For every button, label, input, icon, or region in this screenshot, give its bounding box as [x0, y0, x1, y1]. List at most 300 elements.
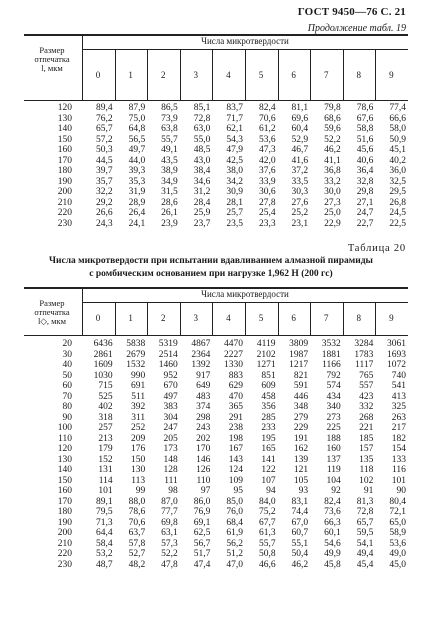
table-20-group-header: Числа микротвердости	[201, 289, 289, 299]
column-header: 6	[291, 313, 296, 323]
column-divider	[375, 49, 376, 100]
table-cell: 24,5	[389, 208, 406, 218]
table-cell: 86,5	[161, 103, 178, 113]
column-header: 2	[160, 70, 166, 80]
table-cell: 80,4	[389, 496, 406, 507]
table-cell: 38,0	[226, 166, 243, 176]
table-cell: 79,8	[324, 103, 341, 113]
table-20-stub-header	[24, 299, 80, 326]
table-cell: 30,6	[258, 187, 276, 197]
table-cell: 22,7	[356, 218, 374, 229]
table-cell: 191	[293, 433, 309, 444]
column-divider	[180, 302, 181, 335]
table-cell: 99	[135, 486, 146, 496]
table-row	[24, 434, 408, 445]
table-cell: 59,6	[324, 124, 341, 134]
table-cell: 31,5	[161, 187, 178, 197]
table-cell: 54,3	[226, 134, 243, 145]
table-cell: 1693	[386, 349, 406, 360]
row-label: 120	[57, 444, 72, 454]
table-cell: 92	[331, 486, 341, 496]
table-cell: 23,7	[193, 218, 211, 229]
table-cell: 285	[261, 412, 276, 423]
row-label: 70	[62, 391, 72, 402]
table-cell: 60,4	[291, 124, 309, 134]
table-cell: 87,0	[161, 496, 178, 507]
table-cell: 2861	[93, 349, 113, 360]
table-cell: 332	[359, 402, 374, 412]
table-19-stub-header	[24, 46, 80, 73]
column-header: 3	[193, 70, 199, 80]
table-cell: 81,1	[291, 103, 309, 113]
row-label: 170	[57, 496, 72, 507]
table-cell: 130	[130, 465, 146, 475]
table-cell: 28,6	[161, 197, 178, 208]
table-cell: 4867	[191, 339, 211, 349]
table-cell: 40,2	[389, 155, 406, 166]
table-cell: 101	[98, 486, 113, 496]
table-row	[24, 455, 408, 466]
table-row	[24, 528, 408, 539]
table-cell: 66,3	[324, 517, 341, 528]
table-cell: 63,7	[128, 528, 146, 538]
table-cell: 36,4	[356, 166, 374, 176]
table-cell: 24,1	[128, 218, 146, 229]
table-cell: 392	[130, 402, 146, 412]
table-cell: 57,8	[128, 538, 146, 549]
column-header: 5	[258, 70, 264, 80]
row-label: 180	[57, 507, 72, 517]
table-cell: 29,2	[95, 197, 113, 208]
table-cell: 198	[228, 433, 243, 444]
table-cell: 89,4	[95, 103, 113, 113]
table-cell: 45,4	[356, 559, 374, 570]
column-header: 5	[258, 313, 264, 323]
table-cell: 413	[391, 391, 406, 402]
column-header: 6	[291, 70, 296, 80]
table-cell: 51,7	[193, 549, 211, 559]
column-header: 8	[356, 313, 362, 323]
table-cell: 470	[228, 391, 243, 402]
table-cell: 95	[233, 486, 243, 496]
table-cell: 77,4	[389, 103, 406, 113]
table-cell: 202	[196, 433, 211, 444]
table-cell: 57,3	[161, 538, 178, 549]
table-cell: 173	[163, 444, 178, 454]
table-row	[24, 560, 408, 571]
table-continuation-label: Продолжение табл. 19	[307, 23, 406, 34]
table-cell: 124	[228, 465, 243, 475]
table-cell: 29,8	[356, 187, 374, 197]
column-header: 9	[389, 70, 394, 80]
table-cell: 1392	[191, 360, 211, 370]
table-row	[24, 444, 408, 455]
table-cell: 383	[163, 402, 178, 412]
table-cell: 574	[326, 381, 341, 391]
table-cell: 89,1	[95, 496, 113, 507]
table-cell: 58,9	[389, 528, 406, 538]
table-cell: 85,0	[226, 496, 243, 507]
table-cell: 1330	[223, 360, 243, 370]
table-cell: 917	[196, 370, 211, 381]
table-cell: 5319	[158, 339, 178, 349]
table-cell: 165	[261, 444, 276, 454]
table-cell: 57,2	[95, 134, 113, 145]
table-cell: 70,6	[258, 113, 276, 124]
table-cell: 82,4	[258, 103, 276, 113]
table-cell: 67,6	[356, 113, 374, 124]
table-cell: 67,0	[291, 517, 309, 528]
table-cell: 188	[326, 433, 341, 444]
table-cell: 68,6	[324, 113, 341, 124]
table-cell: 46,7	[291, 145, 309, 155]
table-cell: 23,1	[291, 218, 309, 229]
table-cell: 268	[359, 412, 374, 423]
table-cell: 86,0	[193, 496, 211, 507]
row-label: 130	[57, 113, 72, 124]
table-cell: 32,5	[389, 176, 406, 187]
table-cell: 43,0	[193, 155, 211, 166]
table-20-label: Таблица 20	[347, 243, 406, 254]
table-cell: 1532	[126, 360, 146, 370]
table-cell: 60,7	[291, 528, 309, 538]
table-cell: 69,8	[161, 517, 178, 528]
column-divider	[343, 49, 344, 100]
row-label: 150	[57, 475, 72, 486]
table-row	[24, 423, 408, 434]
table-cell: 64,4	[95, 528, 113, 538]
table-cell: 1030	[93, 370, 113, 381]
table-cell: 3284	[354, 339, 374, 349]
table-row	[24, 539, 408, 550]
table-cell: 61,3	[258, 528, 276, 538]
column-header: 9	[389, 313, 394, 323]
table-row	[24, 103, 408, 114]
table-cell: 52,2	[161, 549, 178, 559]
table-cell: 765	[359, 370, 374, 381]
table-cell: 114	[98, 475, 113, 486]
table-row	[24, 198, 408, 209]
table-cell: 53,6	[389, 538, 406, 549]
table-cell: 37,2	[291, 166, 309, 176]
table-cell: 27,8	[258, 197, 276, 208]
row-label: 50	[62, 370, 72, 381]
row-label: 30	[62, 349, 72, 360]
table-cell: 1271	[256, 360, 276, 370]
table-cell: 85,1	[193, 103, 211, 113]
table-cell: 63,8	[161, 124, 178, 134]
table-cell: 182	[391, 433, 406, 444]
table-cell: 170	[196, 444, 211, 454]
table-cell: 128	[163, 465, 178, 475]
table-cell: 121	[293, 465, 309, 475]
table-cell: 3061	[386, 339, 406, 349]
table-cell: 41,1	[324, 155, 341, 166]
table-cell: 176	[130, 444, 146, 454]
row-label: 210	[57, 197, 72, 208]
table-cell: 195	[261, 433, 276, 444]
table-cell: 883	[228, 370, 243, 381]
table-cell: 34,2	[226, 176, 243, 187]
row-label: 220	[57, 208, 72, 218]
table-cell: 35,3	[128, 176, 146, 187]
table-cell: 45,6	[356, 145, 374, 155]
table-cell: 629	[228, 381, 243, 391]
table-row	[24, 413, 408, 424]
table-cell: 122	[261, 465, 276, 475]
table-cell: 2227	[223, 349, 243, 360]
column-divider	[212, 302, 213, 335]
stub-header-line: l◇, мкм	[37, 316, 67, 326]
table-cell: 74,4	[291, 507, 309, 517]
table-cell: 66,6	[389, 113, 406, 124]
table-cell: 39,3	[128, 166, 146, 176]
table-cell: 2102	[256, 349, 276, 360]
table-cell: 33,5	[291, 176, 309, 187]
table-row	[24, 114, 408, 125]
table-cell: 69,6	[291, 113, 309, 124]
row-label: 210	[57, 538, 72, 549]
table-19-header-bottom-rule	[24, 100, 408, 101]
row-label: 180	[57, 166, 72, 176]
table-cell: 46,6	[258, 559, 276, 570]
table-row	[24, 360, 408, 371]
table-row	[24, 187, 408, 198]
row-label: 220	[57, 549, 72, 559]
table-cell: 24,3	[95, 218, 113, 229]
table-cell: 26,6	[95, 208, 113, 218]
stub-header-line: отпечатка	[34, 54, 70, 64]
table-cell: 27,3	[324, 197, 341, 208]
table-row	[24, 135, 408, 146]
table-cell: 63,0	[193, 124, 211, 134]
table-cell: 291	[228, 412, 243, 423]
table-cell: 160	[326, 444, 341, 454]
table-cell: 42,0	[258, 155, 276, 166]
table-row	[24, 507, 408, 518]
table-cell: 257	[98, 423, 113, 433]
table-cell: 52,2	[324, 134, 341, 145]
table-cell: 94	[266, 486, 276, 496]
table-cell: 46,2	[324, 145, 341, 155]
table-cell: 56,7	[193, 538, 211, 549]
table-cell: 139	[293, 454, 309, 465]
table-20-caption-line-2: с ромбическим основанием при нагрузке 1,962 Н (200 гс)	[89, 269, 333, 279]
table-cell: 98	[168, 486, 178, 496]
column-header: 3	[193, 313, 199, 323]
table-cell: 821	[293, 370, 309, 381]
table-row	[24, 156, 408, 167]
table-cell: 1166	[322, 360, 341, 370]
table-cell: 1072	[386, 360, 406, 370]
column-header: 4	[226, 313, 231, 323]
table-cell: 298	[196, 412, 211, 423]
column-header: 1	[128, 313, 133, 323]
table-cell: 84,0	[258, 496, 276, 507]
row-label: 110	[58, 433, 72, 444]
table-cell: 78,6	[128, 507, 146, 517]
table-cell: 2364	[191, 349, 211, 360]
column-header: 0	[95, 313, 101, 323]
table-20-body	[24, 339, 408, 570]
table-cell: 53,2	[95, 549, 113, 559]
table-cell: 23,3	[258, 218, 276, 229]
row-label: 230	[57, 559, 72, 570]
table-cell: 75,2	[258, 507, 276, 517]
table-cell: 146	[196, 454, 211, 465]
table-cell: 71,3	[95, 517, 113, 528]
table-cell: 61,9	[226, 528, 243, 538]
table-cell: 49,9	[324, 549, 341, 559]
table-cell: 83,1	[291, 496, 309, 507]
table-cell: 97	[200, 486, 211, 496]
table-cell: 1117	[355, 360, 374, 370]
table-cell: 119	[326, 465, 341, 475]
table-row	[24, 518, 408, 529]
row-label: 90	[62, 412, 72, 423]
table-cell: 43,5	[161, 155, 178, 166]
table-row	[24, 392, 408, 403]
table-cell: 68,4	[226, 517, 243, 528]
row-label: 170	[57, 155, 72, 166]
column-divider	[180, 49, 181, 100]
column-divider	[245, 302, 246, 335]
table-cell: 54,6	[324, 538, 341, 549]
table-cell: 4470	[223, 339, 243, 349]
row-label: 200	[57, 187, 72, 197]
table-cell: 446	[293, 391, 309, 402]
table-cell: 72,1	[389, 507, 406, 517]
row-label: 160	[57, 486, 72, 496]
table-cell: 111	[164, 475, 178, 486]
table-row	[24, 177, 408, 188]
row-label: 150	[57, 134, 72, 145]
table-cell: 135	[359, 454, 374, 465]
table-cell: 229	[293, 423, 309, 433]
table-cell: 243	[196, 423, 211, 433]
table-cell: 209	[130, 433, 146, 444]
table-cell: 55,0	[193, 134, 211, 145]
table-cell: 109	[228, 475, 243, 486]
table-20	[24, 287, 408, 617]
table-cell: 279	[293, 412, 309, 423]
table-cell: 167	[228, 444, 243, 454]
table-cell: 47,0	[226, 559, 243, 570]
table-cell: 102	[359, 475, 374, 486]
table-cell: 238	[228, 423, 243, 433]
table-cell: 50,8	[258, 549, 276, 559]
table-cell: 62,1	[226, 124, 243, 134]
table-cell: 101	[391, 475, 406, 486]
column-divider	[278, 49, 279, 100]
table-cell: 73,9	[161, 113, 178, 124]
table-cell: 152	[98, 454, 113, 465]
table-cell: 27,6	[291, 197, 309, 208]
column-divider	[147, 302, 148, 335]
table-cell: 1460	[158, 360, 178, 370]
table-cell: 50,9	[389, 134, 406, 145]
column-divider	[147, 49, 148, 100]
table-cell: 740	[391, 370, 406, 381]
table-cell: 46,2	[291, 559, 309, 570]
table-cell: 72,8	[356, 507, 374, 517]
table-cell: 33,9	[258, 176, 276, 187]
table-cell: 73,6	[324, 507, 341, 517]
table-cell: 273	[326, 412, 341, 423]
table-cell: 205	[163, 433, 178, 444]
table-cell: 36,0	[389, 166, 406, 176]
table-cell: 56,5	[128, 134, 146, 145]
table-cell: 356	[261, 402, 276, 412]
table-cell: 90	[396, 486, 406, 496]
table-cell: 70,6	[128, 517, 146, 528]
table-cell: 4119	[256, 339, 276, 349]
table-cell: 525	[98, 391, 113, 402]
table-row	[24, 339, 408, 350]
row-label: 230	[57, 218, 72, 229]
table-cell: 77,7	[161, 507, 178, 517]
table-cell: 105	[293, 475, 309, 486]
row-label: 40	[62, 360, 72, 370]
table-cell: 374	[196, 402, 211, 412]
table-cell: 76,2	[95, 113, 113, 124]
table-cell: 42,5	[226, 155, 243, 166]
table-cell: 40,6	[356, 155, 374, 166]
table-row	[24, 124, 408, 135]
column-header: 7	[323, 313, 329, 323]
table-20-header-bottom-rule	[24, 335, 408, 336]
table-cell: 133	[391, 454, 406, 465]
column-divider	[343, 302, 344, 335]
column-header: 8	[356, 70, 362, 80]
table-cell: 55,7	[161, 134, 178, 145]
column-divider	[115, 49, 116, 100]
column-header: 0	[95, 70, 101, 80]
table-cell: 28,1	[226, 197, 243, 208]
table-cell: 76,9	[193, 507, 211, 517]
row-label: 120	[57, 103, 72, 113]
stub-header-line: l, мкм	[41, 63, 63, 73]
table-cell: 141	[261, 454, 276, 465]
row-label: 190	[57, 517, 72, 528]
table-cell: 54,1	[356, 538, 374, 549]
table-cell: 78,6	[356, 103, 374, 113]
table-cell: 511	[131, 391, 146, 402]
table-cell: 45,0	[389, 559, 406, 570]
table-cell: 221	[359, 423, 374, 433]
table-cell: 65,0	[389, 517, 406, 528]
table-cell: 88,0	[128, 496, 146, 507]
table-cell: 91	[363, 486, 374, 496]
table-cell: 69,1	[193, 517, 211, 528]
column-divider	[115, 302, 116, 335]
table-cell: 2514	[158, 349, 178, 360]
table-cell: 649	[196, 381, 211, 391]
column-header: 2	[160, 313, 166, 323]
table-cell: 26,8	[389, 197, 406, 208]
table-cell: 434	[326, 391, 341, 402]
table-cell: 87,9	[128, 103, 146, 113]
table-cell: 691	[130, 381, 146, 391]
table-cell: 5838	[126, 339, 146, 349]
column-header: 1	[128, 70, 133, 80]
row-label: 130	[57, 454, 72, 465]
table-cell: 497	[163, 391, 178, 402]
table-cell: 47,9	[226, 145, 243, 155]
table-cell: 47,4	[193, 559, 211, 570]
stub-header-line: Размер	[39, 45, 65, 55]
table-cell: 104	[326, 475, 341, 486]
